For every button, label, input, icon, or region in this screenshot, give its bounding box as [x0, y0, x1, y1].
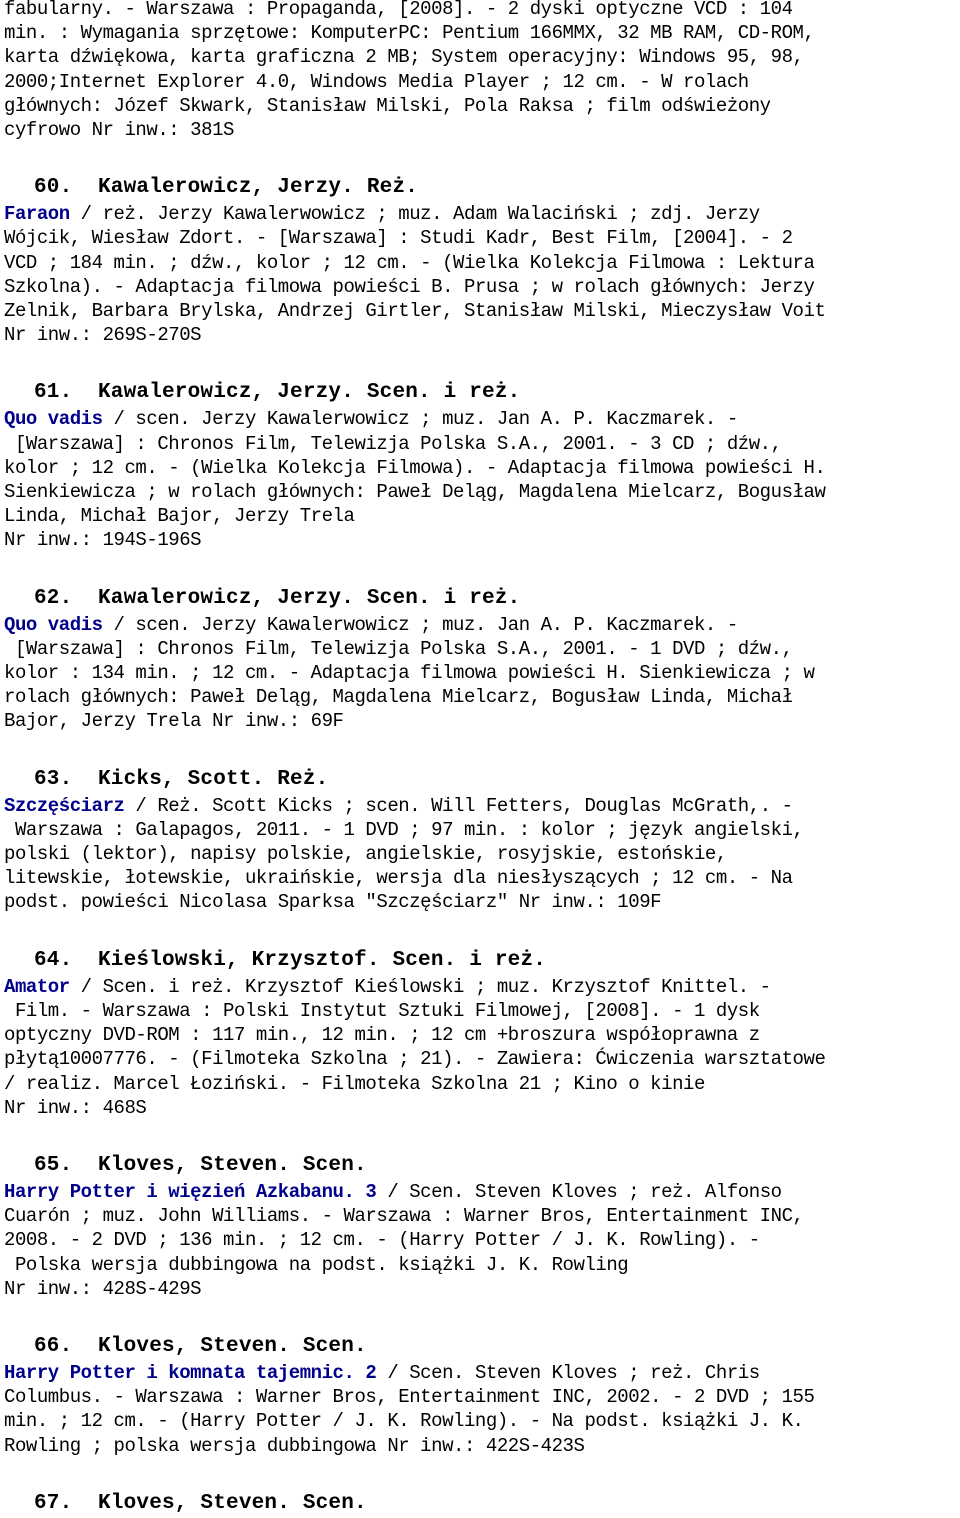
entry-title: Quo vadis	[4, 613, 103, 636]
entry-author: Kloves, Steven. Scen.	[98, 1153, 367, 1177]
entry-author: Kieślowski, Krzysztof. Scen. i reż.	[98, 948, 547, 972]
entry-first-rest: / Scen. Steven Kloves ; reż. Chris	[376, 1361, 760, 1384]
text-line: cyfrowo Nr inw.: 381S	[4, 119, 234, 142]
entry-title: Szczęściarz	[4, 794, 125, 817]
text-line: min. : Wymagania sprzętowe: KomputerPC: Pentium 166MMX, 32 MB RAM, CD-ROM,	[4, 22, 815, 45]
catalog-entry	[4, 381, 958, 552]
entry-first-line	[4, 407, 958, 431]
entry-author: Kawalerowicz, Jerzy. Scen. i reż.	[98, 381, 521, 405]
text-line: rolach głównych: Paweł Deląg, Magdalena Mielcarz, Bogusław Linda, Michał	[4, 686, 793, 709]
text-line: Rowling ; polska wersja dubbingowa Nr inw.: 422S-423S	[4, 1434, 585, 1457]
text-line: optyczny DVD-ROM : 117 min., 12 min. ; 12 cm +broszura współoprawna z	[4, 1024, 760, 1047]
text-line: [Warszawa] : Chronos Film, Telewizja Polska S.A., 2001. - 1 DVD ; dźw.,	[4, 637, 793, 660]
entry-first-rest: / reż. Jerzy Kawalerwowicz ; muz. Adam Walaciński ; zdj. Jerzy	[69, 203, 760, 226]
entry-title: Harry Potter i więzień Azkabanu. 3	[4, 1180, 377, 1203]
text-line: Nr inw.: 468S	[4, 1096, 147, 1119]
entry-author: Kawalerowicz, Jerzy. Scen. i reż.	[98, 586, 521, 610]
text-line: Nr inw.: 269S-270S	[4, 324, 202, 347]
text-line: Wójcik, Wiesław Zdort. - [Warszawa] : Studi Kadr, Best Film, [2004]. - 2	[4, 227, 793, 250]
catalog-entry	[4, 587, 958, 734]
text-line: Sienkiewicza ; w rolach głównych: Paweł Deląg, Magdalena Mielcarz, Bogusław	[4, 481, 826, 504]
entry-first-rest: / Scen. i reż. Krzysztof Kieślowski ; muz. Krzysztof Knittel. -	[69, 975, 771, 998]
catalog-entry	[4, 1492, 958, 1518]
entry-heading	[4, 1154, 958, 1180]
catalog-entry	[4, 1335, 958, 1458]
catalog-entry	[4, 768, 958, 915]
text-line: Film. - Warszawa : Polski Instytut Sztuki Filmowej, [2008]. - 1 dysk	[4, 999, 760, 1022]
text-line: Nr inw.: 194S-196S	[4, 529, 202, 552]
entry-heading	[4, 587, 958, 613]
entry-heading	[4, 381, 958, 407]
entry-heading	[4, 768, 958, 794]
entry-author: Kloves, Steven. Scen.	[98, 1491, 367, 1515]
text-line: [Warszawa] : Chronos Film, Telewizja Polska S.A., 2001. - 3 CD ; dźw.,	[4, 432, 782, 455]
text-line: Columbus. - Warszawa : Warner Bros, Entertainment INC, 2002. - 2 DVD ; 155	[4, 1386, 815, 1409]
text-line: Szkolna). - Adaptacja filmowa powieści B. Prusa ; w rolach głównych: Jerzy	[4, 275, 815, 298]
entry-first-line	[4, 202, 958, 226]
entry-number: 60.	[34, 176, 73, 200]
text-line: / realiz. Marcel Łoziński. - Filmoteka Szkolna 21 ; Kino o kinie	[4, 1072, 705, 1095]
entry-first-line	[4, 794, 958, 818]
text-line: 2008. - 2 DVD ; 136 min. ; 12 cm. - (Harry Potter / J. K. Rowling). -	[4, 1229, 760, 1252]
entry-number: 62.	[34, 586, 73, 610]
entry-first-rest: / Reż. Scott Kicks ; scen. Will Fetters, Douglas McGrath,. -	[124, 794, 793, 817]
text-line: litewskie, łotewskie, ukraińskie, wersja dla niesłyszących ; 12 cm. - Na	[4, 867, 793, 890]
entry-first-rest: / scen. Jerzy Kawalerwowicz ; muz. Jan A. P. Kaczmarek. -	[102, 408, 738, 431]
entry-number: 61.	[34, 381, 73, 405]
text-line: kolor ; 12 cm. - (Wielka Kolekcja Filmowa). - Adaptacja filmowa powieści H.	[4, 456, 826, 479]
entry-number: 64.	[34, 948, 73, 972]
text-line: Zelnik, Barbara Brylska, Andrzej Girtler, Stanisław Milski, Mieczysław Voit	[4, 300, 826, 323]
text-line: karta dźwiękowa, karta graficzna 2 MB; System operacyjny: Windows 95, 98,	[4, 46, 804, 69]
text-line: VCD ; 184 min. ; dźw., kolor ; 12 cm. - (Wielka Kolekcja Filmowa : Lektura	[4, 251, 815, 274]
text-line: Warszawa : Galapagos, 2011. - 1 DVD ; 97 min. : kolor ; język angielski,	[4, 818, 804, 841]
intro-text	[4, 0, 958, 142]
entry-number: 66.	[34, 1334, 73, 1358]
entry-first-rest: / Scen. Steven Kloves ; reż. Alfonso	[376, 1180, 782, 1203]
text-line: min. ; 12 cm. - (Harry Potter / J. K. Rowling). - Na podst. książki J. K.	[4, 1410, 804, 1433]
entry-heading	[4, 176, 958, 202]
text-line: podst. powieści Nicolasa Sparksa "Szczęściarz" Nr inw.: 109F	[4, 891, 662, 914]
catalog-entry	[4, 949, 958, 1120]
entry-heading	[4, 1492, 958, 1518]
document-page	[4, 0, 958, 1518]
text-line: Cuarón ; muz. John Williams. - Warszawa : Warner Bros, Entertainment INC,	[4, 1205, 804, 1228]
entry-first-line	[4, 1180, 958, 1204]
text-line: Bajor, Jerzy Trela Nr inw.: 69F	[4, 710, 344, 733]
entry-title: Amator	[4, 975, 70, 998]
text-line: Nr inw.: 428S-429S	[4, 1277, 202, 1300]
entry-first-line	[4, 613, 958, 637]
entry-heading	[4, 949, 958, 975]
text-line: polski (lektor), napisy polskie, angielskie, rosyjskie, estońskie,	[4, 843, 727, 866]
entry-author: Kloves, Steven. Scen.	[98, 1334, 367, 1358]
text-line: fabularny. - Warszawa : Propaganda, [2008]. - 2 dyski optyczne VCD : 104	[4, 0, 793, 20]
entry-title: Harry Potter i komnata tajemnic. 2	[4, 1361, 377, 1384]
text-line: Linda, Michał Bajor, Jerzy Trela	[4, 505, 355, 528]
entry-author: Kicks, Scott. Reż.	[98, 767, 329, 791]
entry-first-line	[4, 1361, 958, 1385]
text-line: głównych: Józef Skwark, Stanisław Milski, Pola Raksa ; film odświeżony	[4, 94, 771, 117]
entry-number: 65.	[34, 1153, 73, 1177]
text-line: Polska wersja dubbingowa na podst. książki J. K. Rowling	[4, 1253, 629, 1276]
entry-title: Quo vadis	[4, 408, 103, 431]
entry-first-line	[4, 975, 958, 999]
text-line: płytą10007776. - (Filmoteka Szkolna ; 21). - Zawiera: Ćwiczenia warsztatowe	[4, 1048, 826, 1071]
entry-author: Kawalerowicz, Jerzy. Reż.	[98, 176, 419, 200]
text-line: 2000;Internet Explorer 4.0, Windows Media Player ; 12 cm. - W rolach	[4, 70, 749, 93]
entry-heading	[4, 1335, 958, 1361]
entry-title: Faraon	[4, 203, 70, 226]
entry-number: 67.	[34, 1491, 73, 1515]
catalog-entry	[4, 176, 958, 347]
entry-number: 63.	[34, 767, 73, 791]
entry-first-rest: / scen. Jerzy Kawalerwowicz ; muz. Jan A. P. Kaczmarek. -	[102, 613, 738, 636]
text-line: kolor : 134 min. ; 12 cm. - Adaptacja filmowa powieści H. Sienkiewicza ; w	[4, 662, 815, 685]
catalog-entry	[4, 1154, 958, 1301]
